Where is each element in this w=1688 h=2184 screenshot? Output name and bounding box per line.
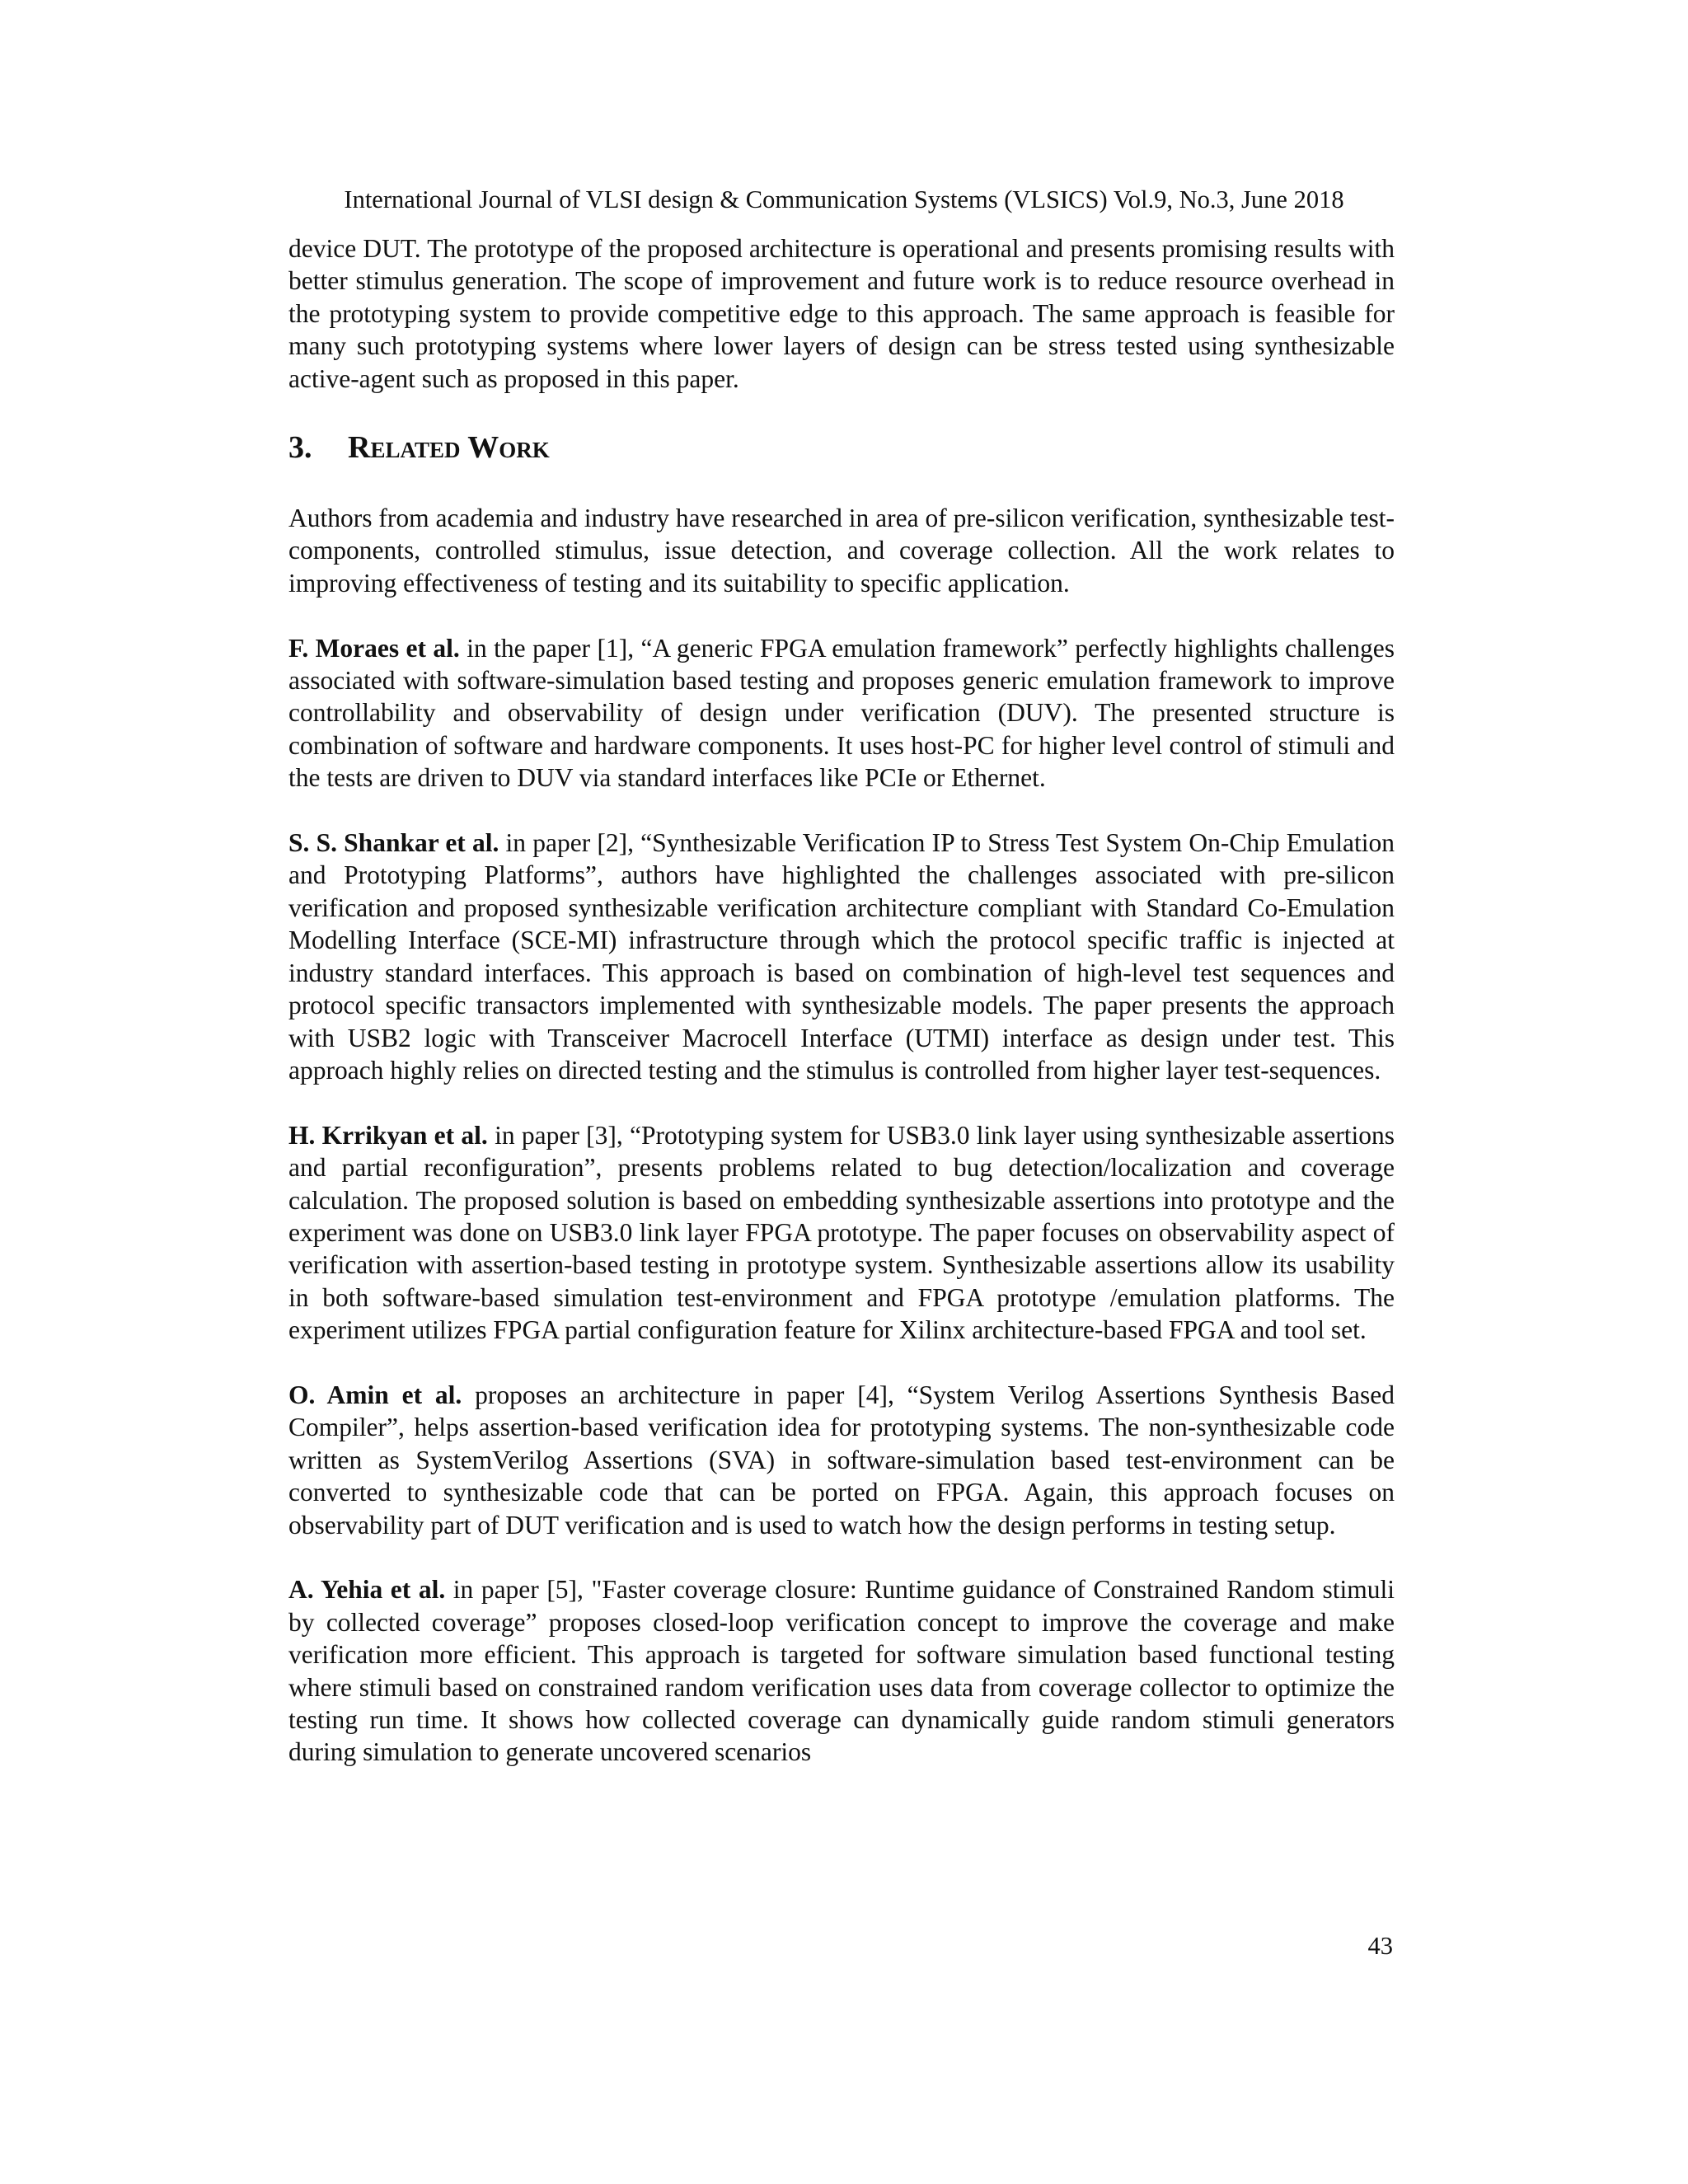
paragraph-yehia [288,1573,1395,1768]
page-body [288,232,1395,1769]
section-number: 3. [288,430,312,466]
paragraph-text: in paper [3], “Prototyping system for USB3.0 link layer using synthesizable assertions and partial reconfiguration”, presents problems related to bug detection/localization and coverage calculation. The proposed solution is based on embedding synthesizable assertions into prototype and the experiment was done on USB3.0 link layer FPGA prototype. The paper focuses on observability aspect of verification with assertion-based testing in prototype system. Synthesizable assertions allow its usability in both software-based simulation test-environment and FPGA prototype /emulation platforms. The experiment utilizes FPGA partial configuration feature for Xilinx architecture-based FPGA and tool set. [288,1120,1395,1345]
section-title: Related Work [348,430,550,466]
section-heading [288,429,1395,466]
paragraph-text: Authors from academia and industry have researched in area of pre-silicon verification, synthesizable test-components, controlled stimulus, issue detection, and coverage collection. All the work relates to improving effectiveness of testing and its suitability to specific application. [288,504,1395,598]
paragraph-overview [288,502,1395,599]
paragraph-text: in paper [2], “Synthesizable Verification IP to Stress Test System On-Chip Emulation and Prototyping Platforms”, authors have highlighted the challenges associated with pre-silicon verification and proposed synthesizable verification architecture compliant with Standard Co-Emulation Modelling Interface (SCE-MI) infrastructure through which the protocol specific traffic is injected at industry standard interfaces. This approach is based on combination of high-level test sequences and protocol specific transactors implemented with synthesizable models. The paper presents the approach with USB2 logic with Transceiver Macrocell Interface (UTMI) interface as design under test. This approach highly relies on directed testing and the stimulus is controlled from higher layer test-sequences. [288,828,1395,1085]
paragraph-text: in paper [5], "Faster coverage closure: Runtime guidance of Constrained Random stimuli by collected coverage” proposes closed-loop verification concept to improve the coverage and make verification more efficient. This approach is targeted for software simulation based functional testing where stimuli based on constrained random verification uses data from coverage collector to optimize the testing run time. It shows how collected coverage can dynamically guide random stimuli generators during simulation to generate uncovered scenarios [288,1575,1395,1767]
author-name: S. S. Shankar et al. [288,828,499,858]
paragraph-amin [288,1379,1395,1541]
paragraph-text: in the paper [1], “A generic FPGA emulation framework” perfectly highlights challenges associated with software-simulation based testing and proposes generic emulation framework to improve controllability and observability of design under verification (DUV). The presented structure is combination of software and hardware components. It uses host-PC for higher level control of stimuli and the tests are driven to DUV via standard interfaces like PCIe or Ethernet. [288,633,1395,793]
journal-header: International Journal of VLSI design & Communication Systems (VLSICS) Vol.9, No.3, June 2018 [344,185,1344,213]
paragraph-text: proposes an architecture in paper [4], “System Verilog Assertions Synthesis Based Compiler”, helps assertion-based verification idea for prototyping systems. The non-synthesizable code written as SystemVerilog Assertions (SVA) in software-simulation based test-environment can be converted to synthesizable code that can be ported on FPGA. Again, this approach focuses on observability part of DUT verification and is used to watch how the design performs in testing setup. [288,1380,1395,1540]
author-name: O. Amin et al. [288,1380,462,1409]
page-number: 43 [1367,1932,1393,1960]
author-name: A. Yehia et al. [288,1575,446,1605]
intro-paragraph: device DUT. The prototype of the proposed architecture is operational and presents promising results with better stimulus generation. The scope of improvement and future work is to reduce resource overhead in the prototyping system to provide competitive edge to this approach. The same approach is feasible for many such prototyping systems where lower layers of design can be stress tested using synthesizable active-agent such as proposed in this paper. [288,234,1395,393]
author-name: H. Krrikyan et al. [288,1120,488,1150]
paragraph-krrikyan [288,1119,1395,1347]
paragraph-shankar [288,827,1395,1086]
author-name: F. Moraes et al. [288,633,460,663]
paragraph-moraes [288,632,1395,794]
